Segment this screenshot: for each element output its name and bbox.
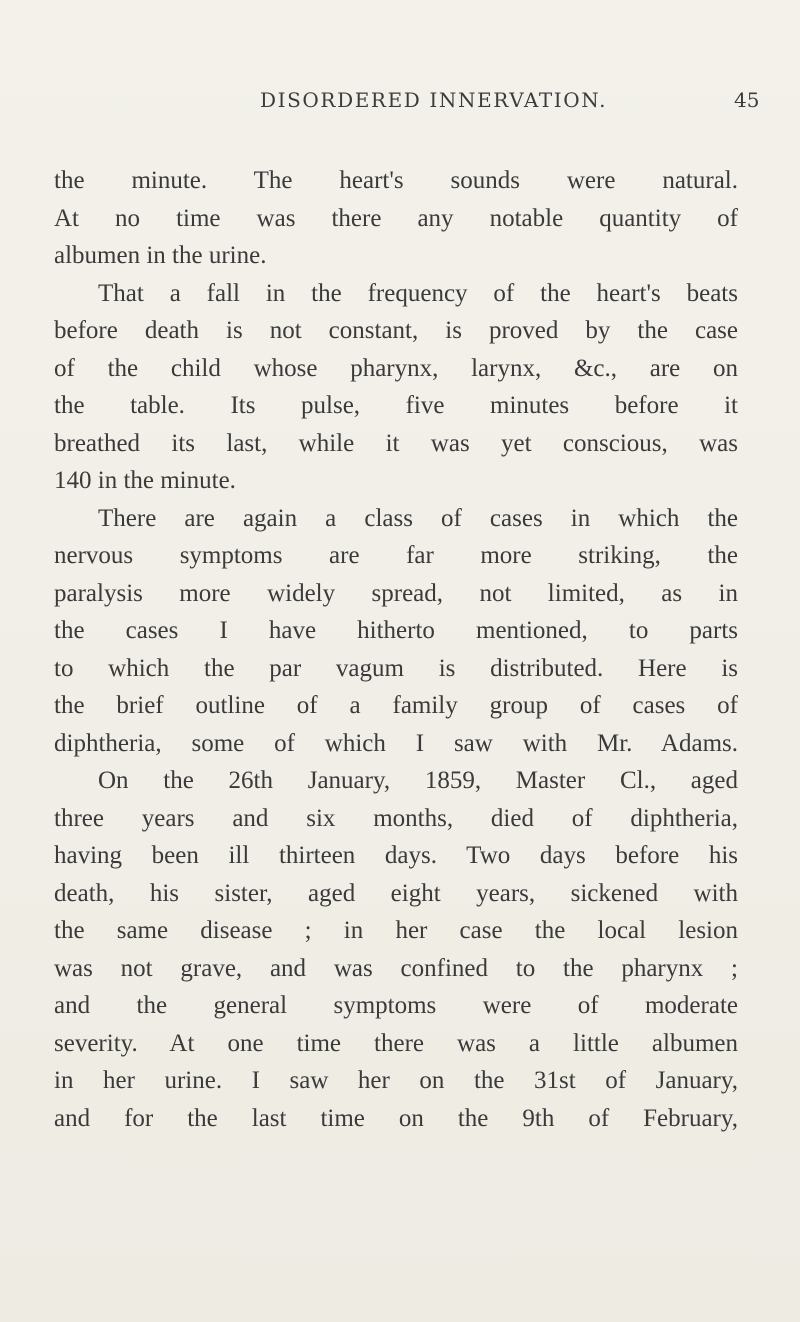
text-line: On the 26th January, 1859, Master Cl., aged — [98, 767, 738, 794]
text-line: in her urine. I saw her on the 31st of January, — [54, 1067, 738, 1094]
page-header — [0, 88, 800, 118]
text-line: the cases I have hitherto mentioned, to parts — [54, 617, 738, 644]
text-line: paralysis more widely spread, not limited, as in — [54, 579, 738, 607]
text-line: of the child whose pharynx, larynx, &c., are on — [54, 354, 738, 382]
text-line: and for the last time on the 9th of February, — [54, 1104, 738, 1132]
text-line: 140 in the minute. — [54, 467, 236, 494]
text-line: diphtheria, some of which I saw with Mr. Adams. — [54, 729, 738, 757]
text-line: three years and six months, died of diphtheria, — [54, 804, 738, 832]
text-line: the brief outline of a family group of cases of — [54, 692, 738, 719]
text-line: the same disease ; in her case the local lesion — [54, 917, 738, 944]
page-number: 45 — [734, 88, 760, 112]
running-title: DISORDERED INNERVATION. — [260, 88, 608, 112]
text-line: the table. Its pulse, five minutes before it — [54, 392, 738, 419]
text-line: the minute. The heart's sounds were natural. — [54, 167, 738, 194]
text-line: before death is not constant, is proved by the case — [54, 317, 738, 344]
text-line: death, his sister, aged eight years, sickened with — [54, 879, 738, 907]
text-line: breathed its last, while it was yet conscious, was — [54, 429, 738, 457]
body-text — [54, 162, 738, 1137]
text-line: to which the par vagum is distributed. Here is — [54, 654, 738, 682]
text-line: severity. At one time there was a little albumen — [54, 1029, 738, 1057]
text-line: and the general symptoms were of moderate — [54, 992, 738, 1019]
text-line: albumen in the urine. — [54, 242, 267, 269]
text-line: That a fall in the frequency of the heart's beats — [98, 279, 738, 307]
text-line: At no time was there any notable quantity of — [54, 204, 738, 232]
text-line: There are again a class of cases in which the — [98, 504, 738, 532]
text-line: was not grave, and was confined to the pharynx ; — [54, 954, 738, 982]
text-line: having been ill thirteen days. Two days before his — [54, 842, 738, 869]
text-line: nervous symptoms are far more striking, the — [54, 542, 738, 569]
